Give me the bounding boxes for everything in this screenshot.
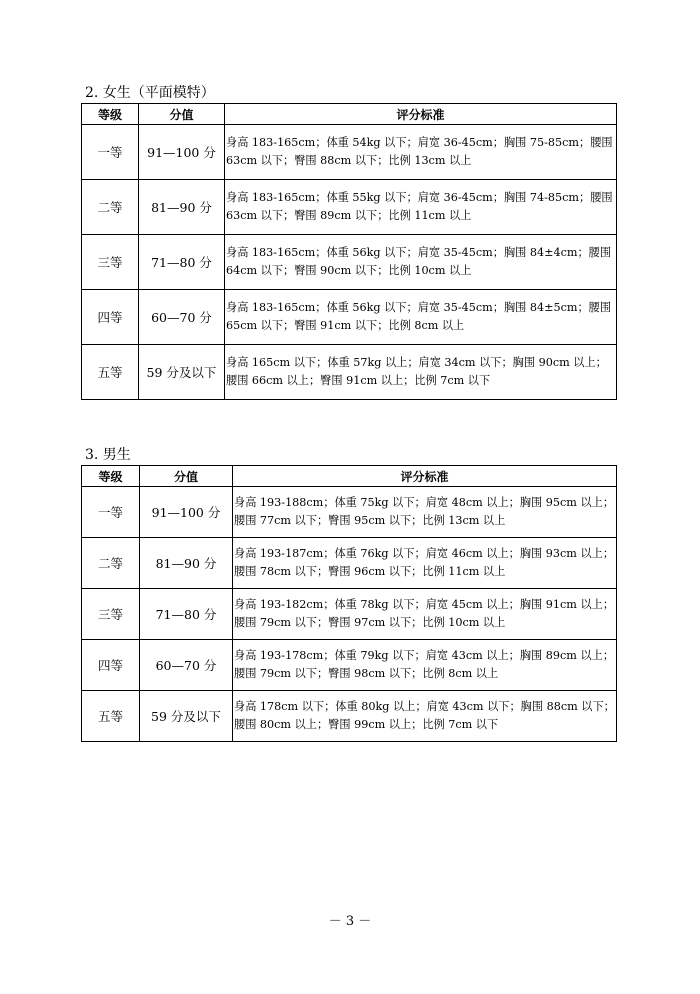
grade-cell: 三等 [82, 235, 139, 290]
grade-cell: 四等 [82, 640, 140, 691]
header-score: 分值 [139, 104, 225, 125]
table-row [82, 290, 617, 345]
criteria-cell: 身高 193-182cm；体重 78kg 以下；肩宽 45cm 以上；胸围 91cm 以上；腰围 79cm 以下；臀围 97cm 以下；比例 10cm 以上 [233, 589, 617, 640]
grade-cell: 四等 [82, 290, 139, 345]
grade-cell: 五等 [82, 691, 140, 742]
table-row [82, 125, 617, 180]
criteria-cell: 身高 178cm 以下；体重 80kg 以上；肩宽 43cm 以下；胸围 88cm 以下；腰围 80cm 以上；臀围 99cm 以上；比例 7cm 以下 [233, 691, 617, 742]
male-section-title: 3. 男生 [85, 447, 131, 463]
score-cell: 91—100 分 [139, 125, 225, 180]
grade-cell: 二等 [82, 538, 140, 589]
table-row [82, 589, 617, 640]
grade-cell: 二等 [82, 180, 139, 235]
score-cell: 71—80 分 [139, 235, 225, 290]
grade-cell: 五等 [82, 345, 139, 400]
table-row [82, 640, 617, 691]
grade-cell: 一等 [82, 487, 140, 538]
female-criteria-table [81, 103, 617, 400]
table-header-row [82, 466, 617, 487]
criteria-cell: 身高 183-165cm；体重 55kg 以下；肩宽 36-45cm；胸围 74-85cm；腰围 63cm 以下；臀围 89cm 以下；比例 11cm 以上 [225, 180, 617, 235]
table-row [82, 235, 617, 290]
score-cell: 81—90 分 [140, 538, 233, 589]
criteria-cell: 身高 193-188cm；体重 75kg 以下；肩宽 48cm 以上；胸围 95cm 以上；腰围 77cm 以下；臀围 95cm 以下；比例 13cm 以上 [233, 487, 617, 538]
page-number: － 3 － [328, 914, 372, 929]
female-section-title: 2. 女生（平面模特） [85, 85, 215, 101]
criteria-cell: 身高 183-165cm；体重 56kg 以下；肩宽 35-45cm；胸围 84±5cm；腰围 65cm 以下；臀围 91cm 以下；比例 8cm 以上 [225, 290, 617, 345]
table-row [82, 345, 617, 400]
criteria-cell: 身高 193-178cm；体重 79kg 以下；肩宽 43cm 以上；胸围 89cm 以上；腰围 79cm 以下；臀围 98cm 以下；比例 8cm 以上 [233, 640, 617, 691]
criteria-cell: 身高 183-165cm；体重 54kg 以下；肩宽 36-45cm；胸围 75-85cm；腰围 63cm 以下；臀围 88cm 以下；比例 13cm 以上 [225, 125, 617, 180]
male-criteria-table [81, 465, 617, 742]
header-grade: 等级 [82, 466, 140, 487]
grade-cell: 一等 [82, 125, 139, 180]
score-cell: 59 分及以下 [140, 691, 233, 742]
score-cell: 60—70 分 [140, 640, 233, 691]
score-cell: 81—90 分 [139, 180, 225, 235]
table-row [82, 180, 617, 235]
score-cell: 71—80 分 [140, 589, 233, 640]
criteria-cell: 身高 183-165cm；体重 56kg 以下；肩宽 35-45cm；胸围 84±4cm；腰围 64cm 以下；臀围 90cm 以下；比例 10cm 以上 [225, 235, 617, 290]
header-criteria: 评分标准 [225, 104, 617, 125]
grade-cell: 三等 [82, 589, 140, 640]
criteria-cell: 身高 165cm 以下；体重 57kg 以上；肩宽 34cm 以下；胸围 90cm 以上；腰围 66cm 以上；臀围 91cm 以上；比例 7cm 以下 [225, 345, 617, 400]
table-row [82, 691, 617, 742]
score-cell: 60—70 分 [139, 290, 225, 345]
header-criteria: 评分标准 [233, 466, 617, 487]
score-cell: 91—100 分 [140, 487, 233, 538]
score-cell: 59 分及以下 [139, 345, 225, 400]
criteria-cell: 身高 193-187cm；体重 76kg 以下；肩宽 46cm 以上；胸围 93cm 以上；腰围 78cm 以下；臀围 96cm 以下；比例 11cm 以上 [233, 538, 617, 589]
table-header-row [82, 104, 617, 125]
header-score: 分值 [140, 466, 233, 487]
header-grade: 等级 [82, 104, 139, 125]
table-row [82, 538, 617, 589]
table-row [82, 487, 617, 538]
